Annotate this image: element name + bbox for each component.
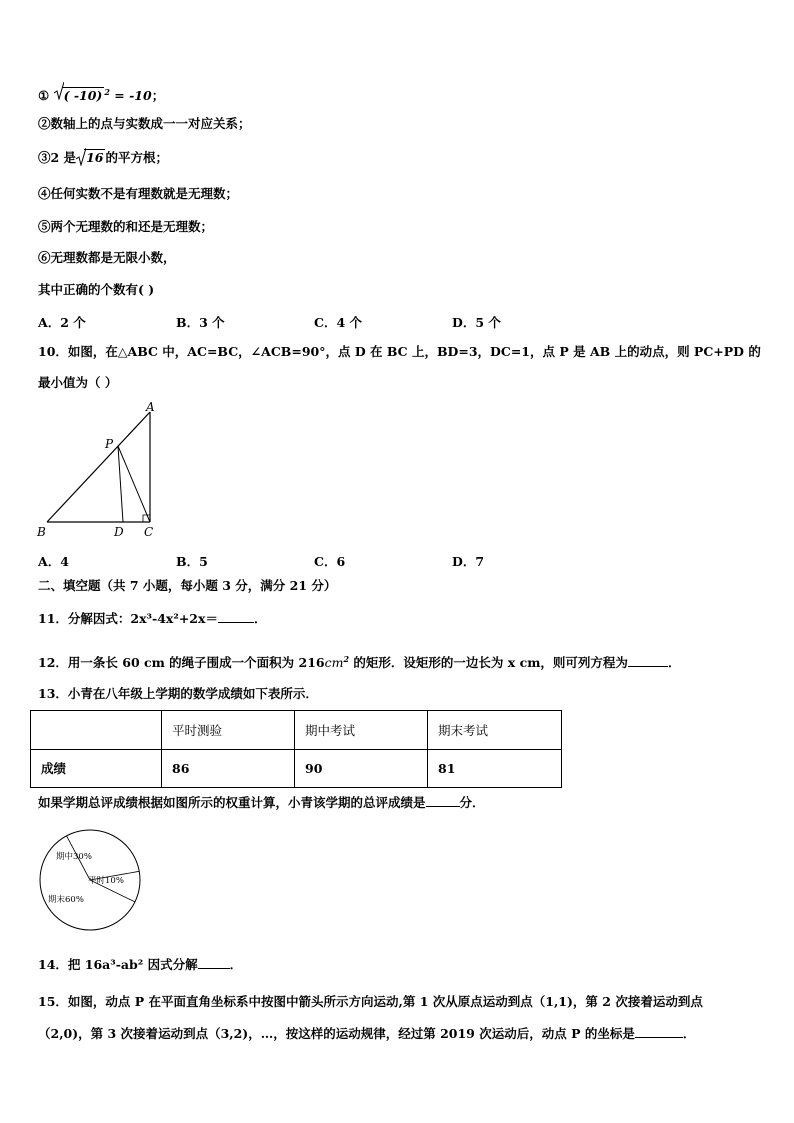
q15-line2 bbox=[38, 1026, 695, 1042]
table-header-cell bbox=[31, 711, 162, 750]
q15-line2-text: （2,0)，第 3 次接着运动到点（3,2)，…，按这样的运动规律，经过第 2019 次运动后，动点 P 的坐标是 bbox=[38, 1026, 635, 1041]
q10-line1: 10．如图，在△ABC 中，AC=BC，∠ACB=90°，点 D 在 BC 上，BD=3，DC=1，点 P 是 AB 上的动点，则 PC+PD 的 bbox=[38, 344, 761, 359]
table-cell: 81 bbox=[428, 749, 562, 788]
q9-item1 bbox=[38, 84, 164, 104]
q12-pre: 12．用一条长 60 cm 的绳子围成一个面积为 216 bbox=[38, 655, 325, 671]
q15-line1: 15．如图，动点 P 在平面直角坐标系中按图中箭头所示方向运动,第 1 次从原点运动到点（1,1)，第 2 次接着运动到点 bbox=[38, 994, 703, 1009]
q9-item6: ⑥无理数都是无限小数， bbox=[38, 250, 176, 265]
table-header-cell: 平时测验 bbox=[162, 711, 295, 750]
q9-option-c[interactable]: C．4 个 bbox=[314, 315, 362, 330]
table-header-cell: 期中考试 bbox=[295, 711, 428, 750]
section-heading: 二、填空题（共 7 小题，每小题 3 分，满分 21 分） bbox=[38, 578, 337, 593]
q9-question: 其中正确的个数有( ) bbox=[38, 282, 155, 297]
segment-ab bbox=[47, 412, 150, 522]
q12-post: 的矩形．设矩形的一边长为 x cm，则可列方程为 bbox=[349, 655, 628, 671]
item3-prefix: ③2 是 bbox=[38, 150, 77, 165]
punct: 分． bbox=[459, 795, 485, 810]
q9-item5: ⑤两个无理数的和还是无理数； bbox=[38, 219, 214, 234]
triangle-figure bbox=[34, 398, 164, 543]
table-cell: 90 bbox=[295, 749, 428, 788]
segment-pd bbox=[118, 446, 123, 522]
radicand: 16 bbox=[86, 150, 104, 165]
answer-blank[interactable] bbox=[635, 1037, 683, 1038]
q9-option-d[interactable]: D．5 个 bbox=[452, 315, 501, 330]
punct: ． bbox=[253, 611, 267, 626]
answer-blank[interactable] bbox=[628, 666, 668, 667]
table-row bbox=[31, 749, 562, 788]
answer-blank[interactable] bbox=[426, 806, 460, 807]
sqrt-16 bbox=[76, 150, 105, 166]
q9-item2: ②数轴上的点与实数成一一对应关系； bbox=[38, 116, 251, 131]
pie-slice-label: 平时10% bbox=[88, 876, 124, 886]
q11 bbox=[38, 611, 266, 627]
q14-text: 14．把 16a³-ab² 因式分解 bbox=[38, 957, 198, 972]
table-header-row bbox=[31, 711, 562, 750]
answer-blank[interactable] bbox=[218, 622, 254, 623]
score-table bbox=[30, 710, 562, 788]
label-b: B bbox=[37, 525, 46, 539]
q14 bbox=[38, 957, 242, 973]
q13-question bbox=[38, 795, 485, 811]
pie-slice-label: 期末60% bbox=[48, 895, 84, 905]
punct: ． bbox=[682, 1026, 696, 1041]
label-p: P bbox=[105, 437, 114, 451]
label-c: C bbox=[144, 525, 154, 539]
segment-pc bbox=[118, 446, 150, 522]
punct: ； bbox=[151, 88, 165, 104]
q10-line2: 最小值为（ ） bbox=[38, 375, 118, 390]
q11-text: 11．分解因式：2x³-4x²+2x＝ bbox=[38, 611, 218, 626]
radical-sign-icon bbox=[76, 148, 86, 166]
q10-option-c[interactable]: C．6 bbox=[314, 554, 346, 569]
answer-blank[interactable] bbox=[198, 968, 230, 969]
q9-option-a[interactable]: A．2 个 bbox=[38, 315, 86, 330]
q9-item3 bbox=[38, 150, 168, 166]
table-cell: 86 bbox=[162, 749, 295, 788]
item-number: ① bbox=[38, 88, 50, 104]
q9-option-b[interactable]: B．3 个 bbox=[176, 315, 225, 330]
label-a: A bbox=[146, 400, 155, 414]
pie-slice-label: 期中30% bbox=[56, 852, 92, 862]
punct: ． bbox=[667, 655, 681, 671]
radicand: ( -10) bbox=[63, 88, 103, 104]
q10-option-d[interactable]: D．7 bbox=[452, 554, 485, 569]
table-cell: 成绩 bbox=[31, 749, 162, 788]
unit: cm bbox=[324, 655, 344, 671]
q10-option-b[interactable]: B．5 bbox=[176, 554, 208, 569]
label-d: D bbox=[114, 525, 124, 539]
table-header-cell: 期末考试 bbox=[428, 711, 562, 750]
item3-suffix: 的平方根； bbox=[105, 150, 168, 165]
q9-item4: ④任何实数不是有理数就是无理数； bbox=[38, 186, 239, 201]
q10-option-a[interactable]: A．4 bbox=[38, 554, 69, 569]
equation-rhs: = -10 bbox=[109, 88, 152, 104]
q12 bbox=[38, 651, 680, 671]
q13-intro: 13．小青在八年级上学期的数学成绩如下表所示． bbox=[38, 686, 318, 701]
exponent: 2 bbox=[104, 87, 110, 97]
weight-pie-chart bbox=[36, 826, 146, 934]
punct: ． bbox=[229, 957, 243, 972]
unit-exponent: 2 bbox=[343, 654, 350, 664]
sqrt-expression bbox=[54, 84, 110, 104]
q13-question-text: 如果学期总评成绩根据如图所示的权重计算，小青该学期的总评成绩是 bbox=[38, 795, 426, 810]
radical-sign-icon bbox=[54, 82, 64, 100]
